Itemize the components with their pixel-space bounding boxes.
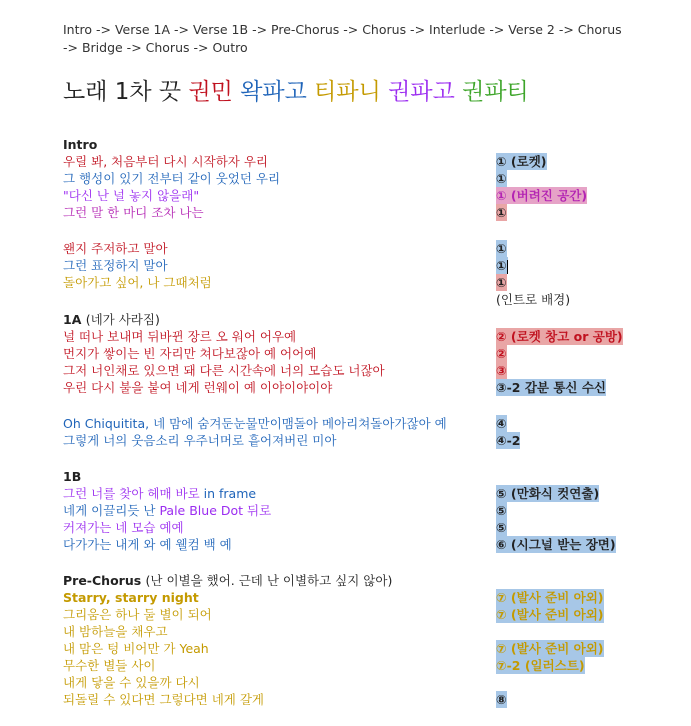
title-part-4: 권파고 (388, 79, 463, 105)
lyric-part: Pale Blue Dot 뒤로 (159, 503, 272, 518)
lyric-text: 그리움은 하나 둘 별이 되어 (63, 607, 212, 622)
lyric-text: 그저 너인채로 있으면 돼 다른 시간속에 너의 모습도 너잖아 (63, 363, 385, 378)
heading-text: 1A (63, 312, 86, 327)
heading-text: 1B (63, 469, 82, 484)
lyric-text: 그런 표정하지 말아 (63, 258, 168, 273)
lyric-text (63, 485, 256, 502)
text-cursor (507, 260, 508, 274)
heading-subtitle: (난 이별을 했어. 근데 난 이별하고 싶지 않아) (145, 573, 393, 588)
note-text: ① (496, 258, 507, 273)
scene-note: ④-2 (496, 433, 521, 448)
lyric-part: 네게 이끌리듯 난 (63, 503, 160, 518)
scene-note: ⑤ (만화식 컷연출) (496, 486, 600, 501)
title-part-1: 권민 (188, 79, 241, 105)
title-part-5: 권파티 (462, 79, 529, 105)
lyric-part: in frame (203, 486, 257, 501)
title-part-2: 왁파고 (240, 79, 315, 105)
scene-note: ⑥ (시그널 받는 장면) (496, 537, 616, 552)
section-heading-prechorus (63, 572, 392, 589)
scene-note: ⑦ (발사 준비 아외) (496, 590, 604, 605)
lyric-text: 커져가는 네 모습 예예 (63, 520, 184, 535)
scene-note: ③-2 갑분 통신 수신 (496, 380, 606, 395)
lyric-text: 돌아가고 싶어, 나 그때처럼 (63, 275, 212, 290)
lyric-text: Starry, starry night (63, 590, 199, 605)
lyric-text: 먼지가 쌓이는 빈 자리만 쳐다보잖아 예 어어예 (63, 346, 317, 361)
lyric-text: 우릴 봐, 처음부터 다시 시작하자 우리 (63, 154, 268, 169)
lyric-text: 내 밤하늘을 채우고 (63, 624, 168, 639)
scene-note: ⑦ (발사 준비 아외) (496, 641, 604, 656)
scene-note: ④ (496, 416, 507, 431)
heading-subtitle: (네가 사라짐) (85, 312, 160, 327)
lyric-text: 우린 다시 불을 붙여 네게 런웨이 예 이야이야이야 (63, 380, 333, 395)
section-heading-1b (63, 468, 81, 485)
lyric-text: 무수한 별들 사이 (63, 658, 156, 673)
scene-note: ② (496, 346, 507, 361)
lyric-text: 다가가는 내게 와 예 웰컴 백 예 (63, 537, 232, 552)
lyric-text: 내게 닿을 수 있을까 다시 (63, 675, 200, 690)
scene-note: ① (496, 171, 507, 186)
lyric-text: Oh Chiquitita, 네 맘에 숨겨둔눈물만이맴돌아 메아리쳐돌아가잖아 예 (63, 416, 447, 431)
scene-note: ① (로켓) (496, 154, 547, 169)
scene-note: (인트로 배경) (496, 292, 571, 307)
lyric-text: 그런 말 한 마디 조차 나는 (63, 205, 204, 220)
lyric-text: 그 행성이 있기 전부터 같이 웃었던 우리 (63, 171, 281, 186)
song-structure-line: Intro -> Verse 1A -> Verse 1B -> Pre-Chorus -> Chorus -> Interlude -> Verse 2 -> Chorus -> Bridge -> Chorus -> Outro (63, 22, 622, 55)
lyric-text: 널 떠나 보내며 뒤바뀐 장르 오 워어 어우예 (63, 329, 297, 344)
scene-note: ② (로켓 창고 or 공방) (496, 329, 623, 344)
lyric-text: 내 맘은 텅 비어만 가 Yeah (63, 641, 209, 656)
scene-note (496, 257, 508, 274)
title-prefix: 노래 1차 끗 (63, 79, 189, 105)
scene-note: ① (496, 275, 507, 290)
scene-note: ① (496, 205, 507, 220)
lyric-part: 그런 너를 찾아 헤매 바로 (63, 486, 204, 501)
lyric-text: 그렇게 너의 웃음소리 우주너머로 흩어져버린 미아 (63, 433, 337, 448)
scene-note: ⑧ (496, 692, 507, 707)
lyric-text (63, 502, 271, 519)
title-part-3: 티파니 (314, 79, 389, 105)
scene-note: ① (496, 241, 507, 256)
scene-note: ⑦-2 (일러스트) (496, 658, 585, 673)
heading-text: Intro (63, 137, 98, 152)
section-heading-intro (63, 136, 97, 153)
lyric-text: "다신 난 널 놓지 않을래" (63, 188, 200, 203)
lyric-text: 왠지 주저하고 말아 (63, 241, 168, 256)
scene-note: ① (버려진 공간) (496, 188, 588, 203)
page-title (63, 76, 529, 108)
heading-text: Pre-Chorus (63, 573, 146, 588)
scene-note: ⑤ (496, 520, 507, 535)
section-heading-1a (63, 311, 160, 328)
scene-note: ③ (496, 363, 507, 378)
lyric-text: 되돌릴 수 있다면 그렇다면 네게 갈게 (63, 692, 264, 707)
scene-note: ⑤ (496, 503, 507, 518)
scene-note: ⑦ (발사 준비 아외) (496, 607, 604, 622)
